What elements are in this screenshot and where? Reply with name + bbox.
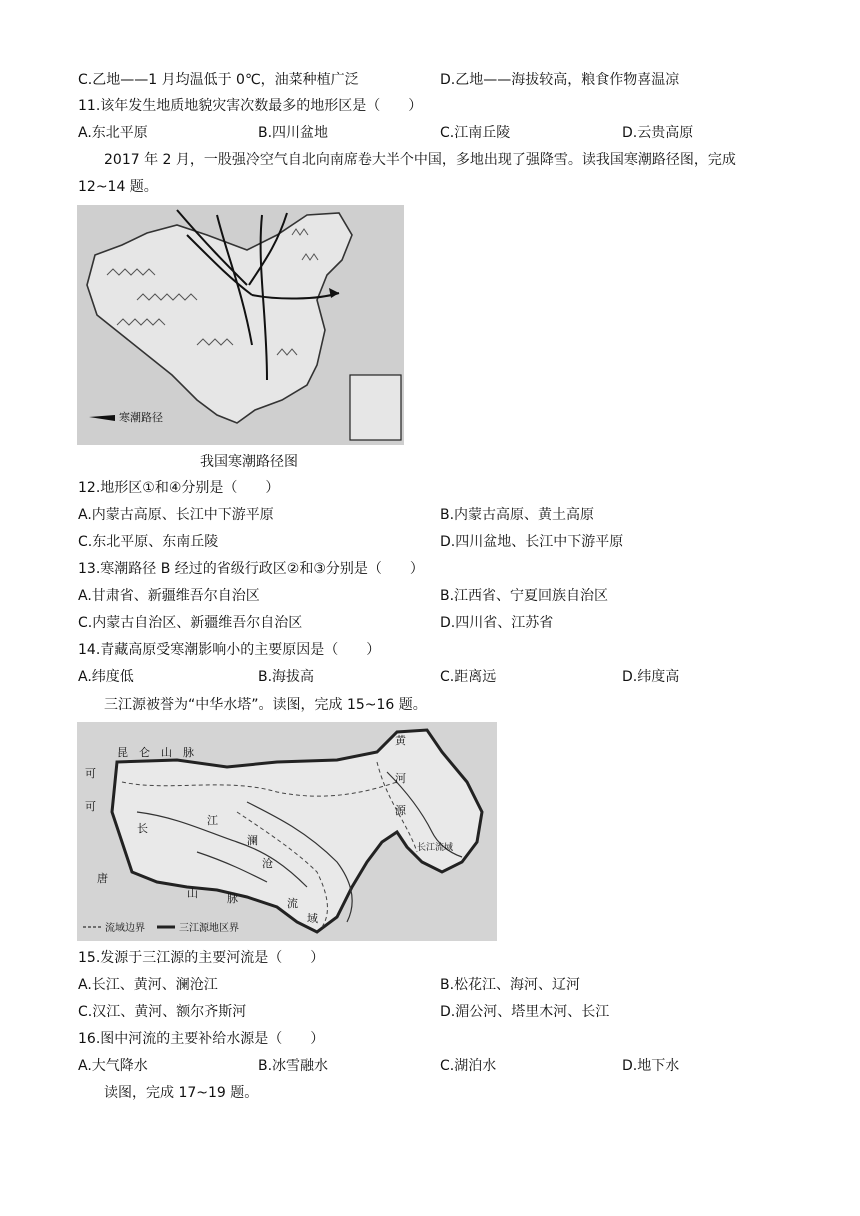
map-label-kunlun: 昆 仑 山 脉 bbox=[117, 746, 194, 759]
map1-caption: 我国寒潮路径图 bbox=[200, 454, 298, 470]
map-label-shan: 山 bbox=[187, 887, 198, 900]
q15-option-c: C.汉江、黄河、额尔齐斯河 bbox=[78, 1004, 247, 1020]
legend-cold-wave-route: 寒潮路径 bbox=[119, 411, 163, 424]
q11-option-d: D.云贵高原 bbox=[622, 125, 694, 141]
q10-option-c: C.乙地——1 月均温低于 0℃，油菜种植广泛 bbox=[78, 72, 359, 88]
map-label-chang: 长 bbox=[137, 822, 148, 835]
map-label-lan: 澜 bbox=[247, 834, 258, 847]
intro-paragraph-3: 读图，完成 17~19 题。 bbox=[104, 1085, 259, 1101]
map-label-mai: 脉 bbox=[227, 892, 238, 905]
q15-option-a: A.长江、黄河、澜沧江 bbox=[78, 977, 218, 993]
q15-option-d: D.湄公河、塔里木河、长江 bbox=[440, 1004, 610, 1020]
q14-stem: 14.青藏高原受寒潮影响小的主要原因是（ ） bbox=[78, 642, 381, 658]
intro-paragraph-1: 2017 年 2 月，一股强冷空气自北向南席卷大半个中国，多地出现了强降雪。读我国寒潮路径图，完成 bbox=[104, 152, 736, 168]
q14-option-b: B.海拔高 bbox=[258, 669, 315, 685]
q12-stem: 12.地形区①和④分别是（ ） bbox=[78, 480, 280, 496]
q12-option-a: A.内蒙古高原、长江中下游平原 bbox=[78, 507, 274, 523]
q16-option-c: C.湖泊水 bbox=[440, 1058, 497, 1074]
q15-option-b: B.松花江、海河、辽河 bbox=[440, 977, 581, 993]
q16-option-a: A.大气降水 bbox=[78, 1058, 148, 1074]
map-label-huang: 黄 bbox=[395, 734, 406, 747]
map-label-ke: 可 bbox=[85, 767, 96, 780]
map-label-changjiang-basin: 长江流域 bbox=[417, 843, 454, 853]
q16-option-b: B.冰雪融水 bbox=[258, 1058, 329, 1074]
q14-option-a: A.纬度低 bbox=[78, 669, 134, 685]
q14-option-d: D.纬度高 bbox=[622, 669, 680, 685]
map-label-ke-2: 可 bbox=[85, 800, 96, 813]
q13-option-d: D.四川省、江苏省 bbox=[440, 615, 554, 631]
q11-option-b: B.四川盆地 bbox=[258, 125, 329, 141]
q15-stem: 15.发源于三江源的主要河流是（ ） bbox=[78, 950, 325, 966]
map-label-yuan: 源 bbox=[395, 804, 406, 817]
map-label-cang: 沧 bbox=[262, 857, 273, 870]
q12-option-b: B.内蒙古高原、黄土高原 bbox=[440, 507, 595, 523]
q13-option-c: C.内蒙古自治区、新疆维吾尔自治区 bbox=[78, 615, 303, 631]
q14-option-c: C.距离远 bbox=[440, 669, 497, 685]
cold-wave-route-map bbox=[77, 205, 404, 445]
q16-stem: 16.图中河流的主要补给水源是（ ） bbox=[78, 1031, 325, 1047]
map-label-yu: 域 bbox=[307, 912, 318, 925]
q13-stem: 13.寒潮路径 B 经过的省级行政区②和③分别是（ ） bbox=[78, 561, 424, 577]
q11-stem: 11.该年发生地质地貌灾害次数最多的地形区是（ ） bbox=[78, 98, 423, 114]
q12-option-c: C.东北平原、东南丘陵 bbox=[78, 534, 219, 550]
q10-option-d: D.乙地——海拔较高，粮食作物喜温凉 bbox=[440, 72, 680, 88]
q11-option-a: A.东北平原 bbox=[78, 125, 148, 141]
q12-option-d: D.四川盆地、长江中下游平原 bbox=[440, 534, 624, 550]
map-label-tang: 唐 bbox=[97, 872, 108, 885]
south-china-sea-inset bbox=[350, 375, 401, 440]
map-label-jiang: 江 bbox=[207, 814, 218, 827]
q13-option-a: A.甘肃省、新疆维吾尔自治区 bbox=[78, 588, 260, 604]
intro-paragraph-2: 三江源被誉为“中华水塔”。读图，完成 15~16 题。 bbox=[104, 697, 427, 713]
map-label-he: 河 bbox=[395, 772, 406, 785]
legend-basin-boundary: 流域边界 bbox=[105, 923, 145, 934]
legend-region-boundary: 三江源地区界 bbox=[179, 923, 239, 934]
sanjiangyuan-map bbox=[77, 722, 497, 941]
map-label-liu: 流 bbox=[287, 897, 298, 910]
q11-option-c: C.江南丘陵 bbox=[440, 125, 511, 141]
q16-option-d: D.地下水 bbox=[622, 1058, 680, 1074]
q13-option-b: B.江西省、宁夏回族自治区 bbox=[440, 588, 609, 604]
intro-paragraph-1-cont: 12~14 题。 bbox=[78, 179, 158, 195]
